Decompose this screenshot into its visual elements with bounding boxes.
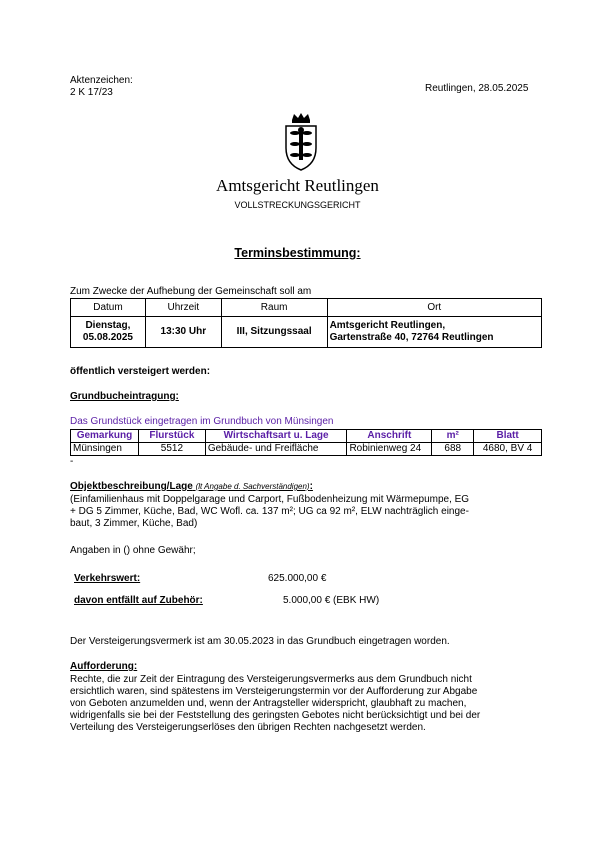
verkehrswert-label: Verkehrswert: bbox=[74, 573, 141, 584]
termin-datum bbox=[71, 317, 146, 348]
aufforderung-heading: Aufforderung: bbox=[70, 661, 138, 672]
objekt-heading-colon: : bbox=[309, 481, 313, 492]
termin-header-cell: Datum bbox=[71, 299, 146, 317]
termin-uhrzeit: 13:30 Uhr bbox=[145, 317, 221, 348]
termin-header-cell: Ort bbox=[327, 299, 541, 317]
objekt-heading-label: Objektbeschreibung/Lage bbox=[70, 481, 193, 492]
aufforderung-line-3: von Geboten anzumelden und, wenn der Antragsteller widerspricht, glaubhaft zu machen, bbox=[70, 698, 467, 709]
verkehrswert-value: 625.000,00 € bbox=[268, 573, 327, 584]
termin-row bbox=[71, 317, 542, 348]
versteigert-text: öffentlich versteigert werden: bbox=[70, 366, 211, 377]
grundbuch-cell: Münsingen bbox=[71, 443, 139, 456]
aufforderung-line-4: widrigenfalls sie bei der Feststellung des geringsten Gebotes nicht berücksichtigt und bei der bbox=[70, 710, 481, 721]
table-row bbox=[71, 443, 542, 456]
objekt-line-1: (Einfamilienhaus mit Doppelgarage und Carport, Fußbodenheizung mit Wärmepumpe, EG bbox=[70, 494, 470, 505]
grundbuch-header-cell: m² bbox=[432, 430, 474, 443]
aktenzeichen-label: Aktenzeichen: bbox=[70, 75, 133, 86]
coat-of-arms-icon bbox=[282, 112, 320, 172]
grundbuch-heading: Grundbucheintragung: bbox=[70, 391, 179, 402]
vermerk-text: Der Versteigerungsvermerk ist am 30.05.2023 in das Grundbuch eingetragen worden. bbox=[70, 636, 450, 647]
grundbuch-header-cell: Gemarkung bbox=[71, 430, 139, 443]
document-title: Terminsbestimmung: bbox=[234, 246, 361, 260]
intro-text: Zum Zwecke der Aufhebung der Gemeinschaft soll am bbox=[70, 286, 312, 297]
objekt-heading-note: (lt Angabe d. Sachverständigen) bbox=[195, 482, 310, 491]
grundbuch-header-cell: Wirtschaftsart u. Lage bbox=[205, 430, 347, 443]
zubehoer-label: davon entfällt auf Zubehör: bbox=[74, 595, 203, 606]
termin-header-cell: Uhrzeit bbox=[145, 299, 221, 317]
grundbuch-cell: 4680, BV 4 bbox=[474, 443, 542, 456]
grundbuch-cell: 5512 bbox=[138, 443, 205, 456]
grundbuch-cell: Robinienweg 24 bbox=[347, 443, 432, 456]
termin-weekday: Dienstag, bbox=[85, 320, 131, 331]
objekt-line-3: baut, 3 Zimmer, Küche, Bad) bbox=[70, 518, 198, 529]
grundbuch-cell: Gebäude- und Freifläche bbox=[205, 443, 347, 456]
termin-header-row bbox=[71, 299, 542, 317]
grundbuch-header-cell: Flurstück bbox=[138, 430, 205, 443]
aufforderung-line-1: Rechte, die zur Zeit der Eintragung des Versteigerungsvermerks aus dem Grundbuch nicht bbox=[70, 674, 472, 685]
grundbuch-table bbox=[70, 429, 542, 456]
grundbuch-header-cell: Anschrift bbox=[347, 430, 432, 443]
court-name: Amtsgericht Reutlingen bbox=[216, 176, 379, 195]
objekt-heading bbox=[70, 481, 313, 492]
zubehoer-value: 5.000,00 € (EBK HW) bbox=[283, 595, 380, 606]
grundbuch-header-cell: Blatt bbox=[474, 430, 542, 443]
gewaehr-text: Angaben in () ohne Gewähr; bbox=[70, 545, 196, 556]
termin-ort-address: Gartenstraße 40, 72764 Reutlingen bbox=[329, 332, 494, 343]
termin-table bbox=[70, 298, 542, 348]
termin-ort bbox=[327, 317, 541, 348]
court-department: VOLLSTRECKUNGSGERICHT bbox=[234, 200, 361, 210]
termin-date: 05.08.2025 bbox=[82, 332, 133, 343]
grundbuch-cell: 688 bbox=[432, 443, 474, 456]
aufforderung-line-5: Verteilung des Versteigerungserlöses den übrigen Rechten nachgesetzt werden. bbox=[70, 722, 426, 733]
termin-raum: III, Sitzungssaal bbox=[221, 317, 327, 348]
termin-header-cell: Raum bbox=[221, 299, 327, 317]
aufforderung-line-2: ersichtlich waren, sind spätestens im Versteigerungstermin vor der Aufforderung zur Abgabe bbox=[70, 686, 478, 697]
objekt-line-2: + DG 5 Zimmer, Küche, Bad, WC Wofl. ca. 137 m²; UG ca 92 m², ELW nachträglich einge- bbox=[70, 506, 469, 517]
grundbuch-intro: Das Grundstück eingetragen im Grundbuch von Münsingen bbox=[70, 416, 334, 427]
grundbuch-header-row bbox=[71, 430, 542, 443]
place-date: Reutlingen, 28.05.2025 bbox=[425, 83, 529, 94]
termin-ort-name: Amtsgericht Reutlingen, bbox=[329, 320, 446, 331]
aktenzeichen-value: 2 K 17/23 bbox=[70, 87, 113, 98]
grundbuch-dash: - bbox=[70, 456, 74, 467]
